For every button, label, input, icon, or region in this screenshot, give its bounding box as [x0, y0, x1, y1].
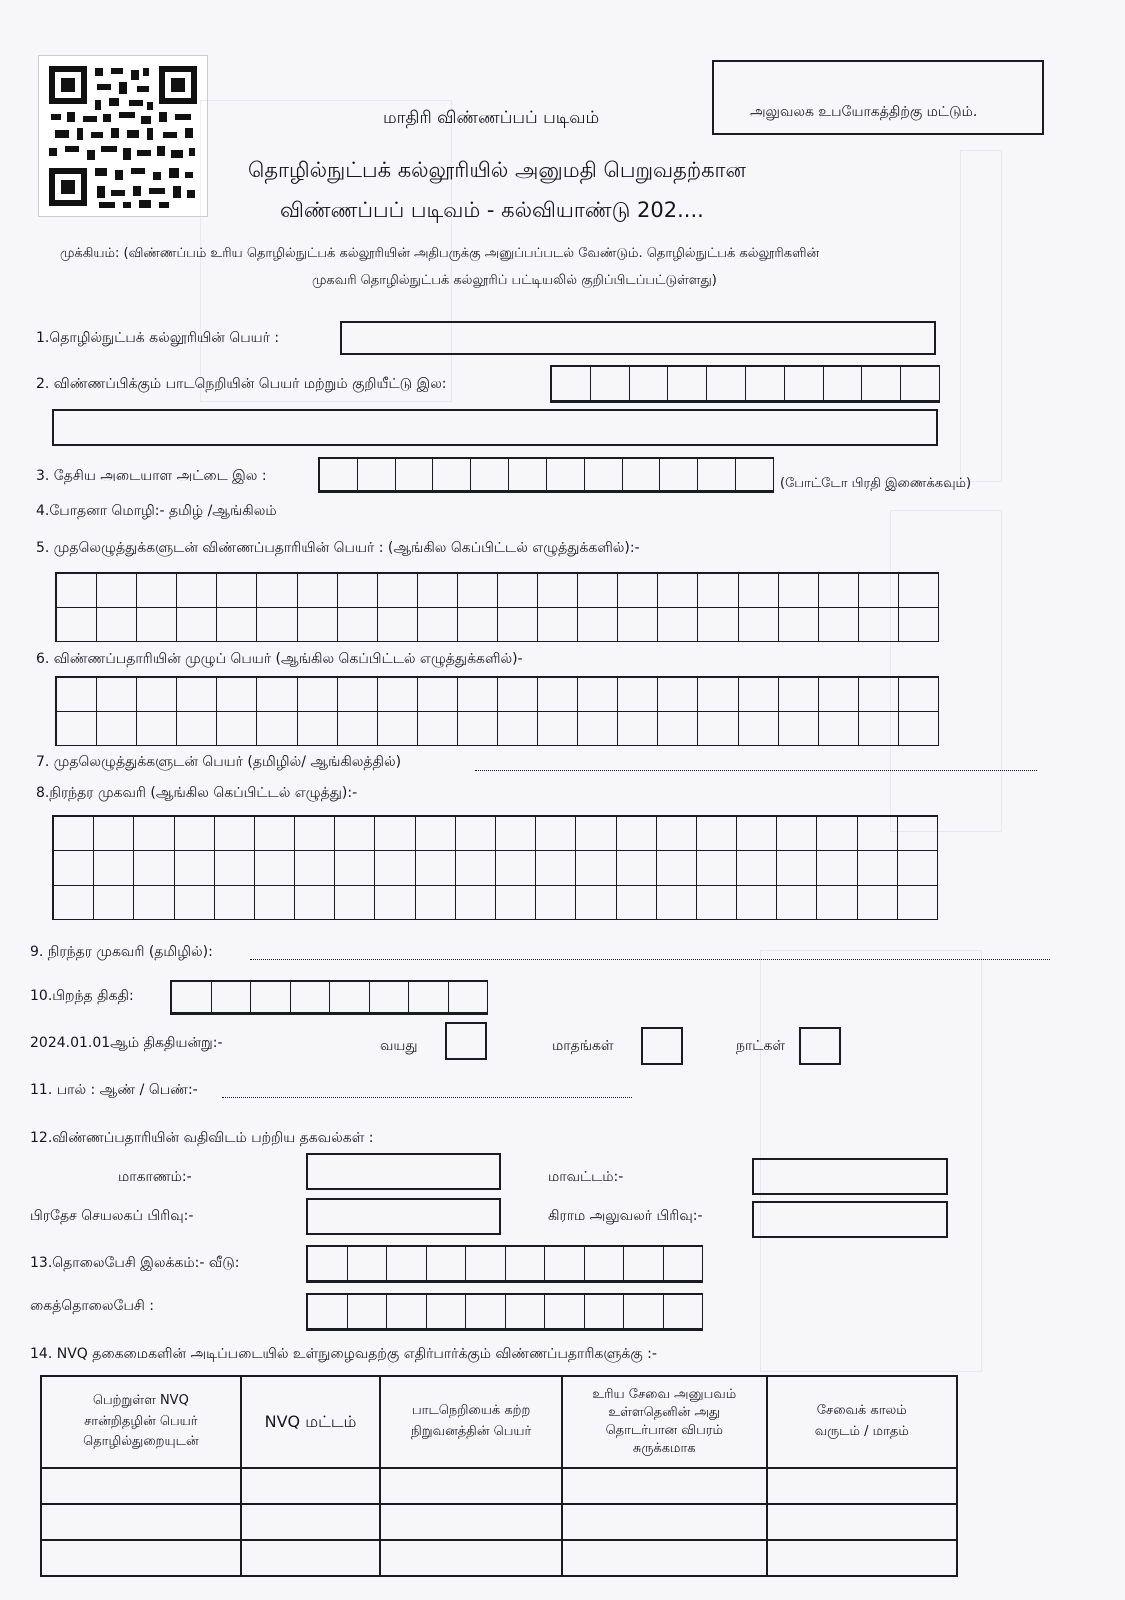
nvq-cell[interactable]	[241, 1468, 381, 1504]
nvq-cell[interactable]	[767, 1468, 957, 1504]
district-label: மாவட்டம்:-	[548, 1169, 624, 1185]
main-title-line-2: விண்ணப்பப் படிவம் - கல்வியாண்டு 202....	[280, 198, 704, 222]
age-years-box[interactable]	[445, 1022, 487, 1060]
table-row	[41, 1468, 957, 1504]
nvq-cell[interactable]	[41, 1468, 241, 1504]
nvq-cell[interactable]	[41, 1504, 241, 1540]
home-phone-boxes[interactable]	[306, 1245, 703, 1283]
important-note-line-1: முக்கியம்: (விண்ணப்பம் உரிய தொழில்நுட்பக் கல்லூரியின் அதிபருக்கு அனுப்பப்படல் வேண்டும். தொழில்நுட்பக் கல்லூரிகளின்	[60, 246, 820, 261]
nvq-cell[interactable]	[562, 1540, 767, 1576]
nvq-header-experience: உரிய சேவை அனுபவம் உள்ளதெனின் அது தொடர்பான விபரம் சுருக்கமாக	[562, 1376, 767, 1468]
nvq-cell[interactable]	[380, 1468, 562, 1504]
age-days-label: நாட்கள்	[736, 1038, 786, 1054]
q10-label: 10.பிறந்த திகதி:	[30, 988, 134, 1004]
nvq-cell[interactable]	[767, 1540, 957, 1576]
name-tamil-english-line[interactable]	[475, 770, 1037, 771]
important-note-line-2: முகவரி தொழில்நுட்பக் கல்லூரிப் பட்டியலில் குறிப்பிடப்பட்டுள்ளது)	[312, 273, 717, 288]
province-field[interactable]	[306, 1153, 501, 1190]
main-title-line-1: தொழில்நுட்பக் கல்லூரியில் அனுமதி பெறுவதற்கான	[248, 158, 746, 182]
course-name-field[interactable]	[52, 409, 938, 446]
q6-label: 6. விண்ணப்பதாரியின் முழுப் பெயர் (ஆங்கில கெப்பிட்டல் எழுத்துக்களில்)-	[36, 651, 523, 667]
dob-boxes[interactable]	[170, 980, 488, 1015]
district-field[interactable]	[752, 1158, 948, 1195]
nvq-table	[40, 1375, 958, 1577]
age-months-label: மாதங்கள்	[552, 1038, 614, 1054]
q12-label: 12.விண்ணப்பதாரியின் வதிவிடம் பற்றிய தகவல்கள் :	[30, 1130, 374, 1146]
ds-division-label: பிரதேச செயலகப் பிரிவு:-	[30, 1208, 194, 1224]
nvq-cell[interactable]	[41, 1540, 241, 1576]
course-code-boxes[interactable]	[550, 365, 940, 403]
age-days-box[interactable]	[799, 1027, 841, 1065]
college-name-field[interactable]	[340, 321, 936, 355]
nvq-header-service-period: சேவைக் காலம் வருடம் / மாதம்	[767, 1376, 957, 1468]
nvq-cell[interactable]	[767, 1504, 957, 1540]
q13-label: 13.தொலைபேசி இலக்கம்:- வீடு:	[30, 1255, 240, 1271]
q2-label: 2. விண்ணப்பிக்கும் பாடநெறியின் பெயர் மற்றும் குறியீட்டு இல:	[36, 376, 447, 392]
q3-label: 3. தேசிய அடையாள அட்டை இல :	[36, 468, 267, 484]
gender-line[interactable]	[222, 1097, 632, 1098]
qr-code	[38, 55, 208, 217]
mobile-phone-boxes[interactable]	[306, 1293, 703, 1331]
nvq-cell[interactable]	[241, 1540, 381, 1576]
q7-label: 7. முதலெழுத்துக்களுடன் பெயர் (தமிழில்/ ஆங்கிலத்தில்)	[36, 754, 402, 770]
q4-label: 4.போதனா மொழி:- தமிழ் /ஆங்கிலம்	[36, 503, 277, 519]
age-years-label: வயது	[380, 1038, 418, 1054]
full-name-boxes[interactable]	[55, 676, 939, 746]
nvq-cell[interactable]	[380, 1540, 562, 1576]
nvq-header-institute: பாடநெறியைக் கற்ற நிறுவனத்தின் பெயர்	[380, 1376, 562, 1468]
q11-label: 11. பால் : ஆண் / பெண்:-	[30, 1082, 198, 1098]
age-months-box[interactable]	[641, 1027, 683, 1065]
gn-division-label: கிராம அலுவலர் பிரிவு:-	[548, 1208, 703, 1224]
q1-label: 1.தொழில்நுட்பக் கல்லூரியின் பெயர் :	[36, 330, 280, 346]
nvq-header-certificate: பெற்றுள்ள NVQ சான்றிதழின் பெயர் தொழில்துறையுடன்	[41, 1376, 241, 1468]
mobile-label: கைத்தொலைபேசி :	[30, 1298, 155, 1314]
q3-photocopy-note: (போட்டோ பிரதி இணைக்கவும்)	[780, 476, 972, 491]
q9-label: 9. நிரந்தர முகவரி (தமிழில்):	[30, 944, 213, 960]
nic-number-boxes[interactable]	[318, 457, 774, 493]
form-title: மாதிரி விண்ணப்பப் படிவம்	[383, 108, 600, 128]
province-label: மாகாணம்:-	[118, 1169, 192, 1185]
gn-division-field[interactable]	[752, 1201, 948, 1238]
q5-label: 5. முதலெழுத்துக்களுடன் விண்ணப்பதாரியின் பெயர் : (ஆங்கில கெப்பிட்டல் எழுத்துக்களில்):-	[36, 540, 640, 556]
nvq-header-level: NVQ மட்டம்	[241, 1376, 381, 1468]
address-tamil-line[interactable]	[250, 959, 1050, 960]
age-as-at-label: 2024.01.01ஆம் திகதியன்று:-	[30, 1035, 223, 1051]
nvq-cell[interactable]	[241, 1504, 381, 1540]
office-use-label: அலுவலக உபயோகத்திற்கு மட்டும்.	[750, 104, 978, 120]
nvq-cell[interactable]	[562, 1468, 767, 1504]
name-initials-boxes[interactable]	[55, 572, 939, 642]
q8-label: 8.நிரந்தர முகவரி (ஆங்கில கெப்பிட்டல் எழுத்து):-	[36, 785, 358, 801]
q14-label: 14. NVQ தகைமைகளின் அடிப்படையில் உள்நுழைவதற்கு எதிர்பார்க்கும் விண்ணப்பதாரிகளுக்கு :-	[30, 1346, 657, 1362]
nvq-cell[interactable]	[380, 1504, 562, 1540]
office-use-box	[712, 60, 1044, 135]
ds-division-field[interactable]	[306, 1198, 501, 1235]
address-english-boxes[interactable]	[52, 815, 938, 920]
table-row	[41, 1540, 957, 1576]
table-row	[41, 1504, 957, 1540]
nvq-cell[interactable]	[562, 1504, 767, 1540]
